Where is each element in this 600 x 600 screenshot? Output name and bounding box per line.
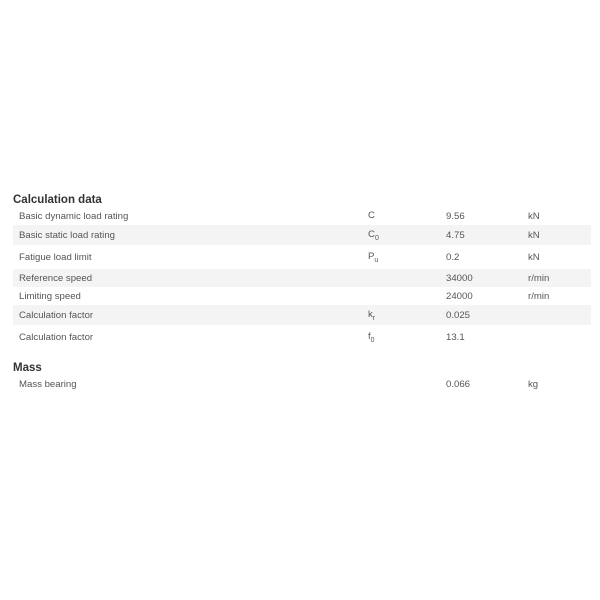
symbol-subscript: u [374,256,379,264]
table-row [13,245,591,269]
row-unit: r/min [528,269,591,287]
row-unit [528,305,591,325]
row-value: 4.75 [446,225,528,245]
row-value: 13.1 [446,331,465,343]
row-label: Reference speed [13,269,368,287]
row-symbol [368,269,446,287]
row-unit: r/min [528,290,550,302]
row-unit [528,325,591,349]
symbol-main: f [368,330,371,342]
row-symbol [368,225,446,245]
row-symbol [368,245,446,269]
table-row [13,225,591,245]
row-value: 0.066 [446,378,471,390]
row-symbol [368,207,446,225]
row-symbol [368,305,446,325]
symbol-main: k [368,308,373,320]
row-unit: kN [528,251,540,263]
mass-table [13,375,591,393]
symbol-subscript: 0 [370,336,375,344]
row-label: Calculation factor [13,305,368,325]
calculation-data-heading: Calculation data [13,194,102,206]
row-symbol [368,375,446,393]
calculation-data-table [13,207,591,349]
row-value: 24000 [446,290,473,302]
row-value: 34000 [446,269,528,287]
table-row [13,207,591,225]
row-value: 0.025 [446,305,528,325]
table-row [13,375,591,393]
symbol-subscript: r [372,314,376,322]
symbol-main: C [368,228,375,240]
symbol-main: P [368,250,375,262]
row-label: Calculation factor [19,331,94,343]
table-row [13,325,591,349]
row-symbol [368,287,446,305]
row-unit: kN [528,210,540,222]
row-label: Basic static load rating [13,225,368,245]
table-row [13,287,591,305]
row-value: 0.2 [446,251,460,263]
row-symbol [368,325,446,349]
row-unit: kg [528,378,539,390]
mass-heading: Mass [13,362,42,374]
row-unit: kN [528,225,591,245]
row-label: Fatigue load limit [19,251,92,263]
symbol-subscript: 0 [374,234,379,242]
row-label: Basic dynamic load rating [19,210,129,222]
row-label: Limiting speed [19,290,81,302]
row-value: 9.56 [446,210,465,222]
row-label: Mass bearing [19,378,77,390]
bearing-data-panel [13,193,591,393]
table-row [13,269,591,287]
table-row [13,305,591,325]
symbol-main: C [368,209,375,221]
